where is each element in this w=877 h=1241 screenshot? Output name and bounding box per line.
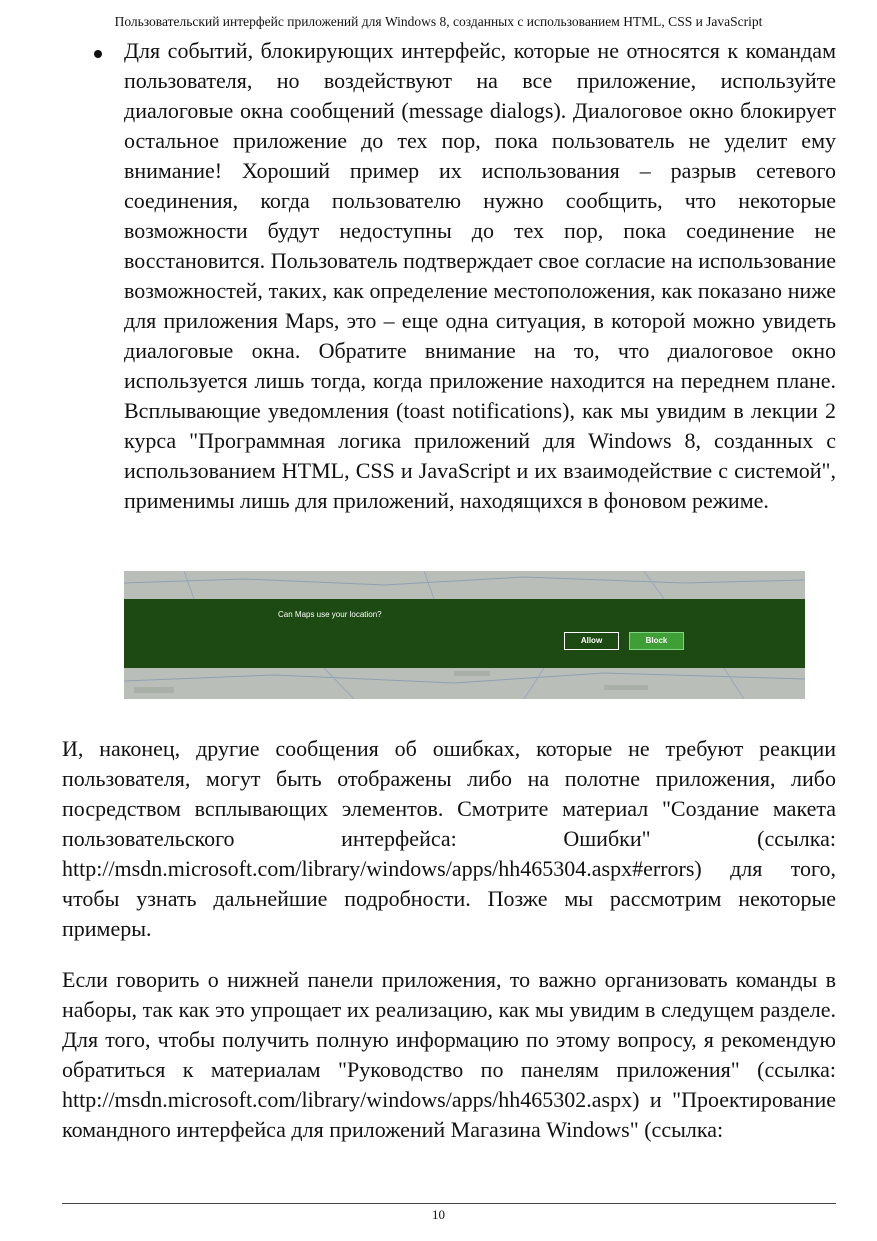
block-button[interactable]: Block (629, 632, 684, 650)
running-header: Пользовательский интерфейс приложений для Windows 8, созданных с использованием HTML, CSS и JavaScript (114, 14, 763, 29)
message-dialog (124, 599, 805, 668)
allow-button[interactable]: Allow (564, 632, 619, 650)
paragraph-app-bar: Если говорить о нижней панели приложения, то важно организовать команды в наборы, так как это упрощает их реализацию, как мы увидим в следущем разделе. Для того, чтобы получить полную информацию по этому вопросу, я рекомендую обратиться к материалам "Руководство по панелям приложения" (ссылка: http://msdn.microsoft.com/library/windows/apps/hh465302.aspx) и "Проектирование командного интерфейса для приложений Магазина Windows" (ссылка: (62, 967, 836, 1142)
bullet-text: Для событий, блокирующих интерфейс, которые не относятся к командам пользователя, но воздействуют на все приложение, используйте диалоговые окна сообщений (message dialogs). Диалоговое окно блокирует остальное приложение до тех пор, пока пользователь не уделит ему внимание! Хороший пример их использования – разрыв сетевого соединения, когда пользователю нужно сообщить, что некоторые возможности будут недоступны до тех пор, пока соединение не восстановится. Пользователь подтверждает свое согласие на использование возможностей, таких, как определение местоположения, как показано ниже для приложения Maps, это – еще одна ситуация, в которой можно увидеть диалоговые окна. Обратите внимание на то, что диалоговое окно используется лишь тогда, когда приложение находится на переднем плане. Всплывающие уведомления (toast notifications), как мы увидим в лекции 2 курса "Программная логика приложений для Windows 8, созданных с использованием HTML, CSS и JavaScript и их взаимодействие с системой", применимы лишь для приложений, находящихся в фоновом режиме. (124, 38, 836, 513)
page-number: 10 (432, 1207, 445, 1222)
footer-divider (62, 1203, 836, 1204)
paragraph-errors: И, наконец, другие сообщения об ошибках, которые не требуют реакции пользователя, могут быть отображены либо на полотне приложения, либо посредством всплывающих элементов. Смотрите материал "Создание макета пользовательского интерфейса: Ошибки" (ссылка: http://msdn.microsoft.com/library/windows/apps/hh465304.aspx#errors) для того, чтобы узнать дальнейшие подробности. Позже мы рассмотрим некоторые примеры. (62, 736, 836, 941)
maps-location-dialog-screenshot (124, 571, 805, 699)
bullet-icon (94, 50, 102, 58)
bullet-list (124, 36, 836, 516)
list-item (124, 36, 836, 516)
dialog-question: Can Maps use your location? (278, 610, 382, 619)
